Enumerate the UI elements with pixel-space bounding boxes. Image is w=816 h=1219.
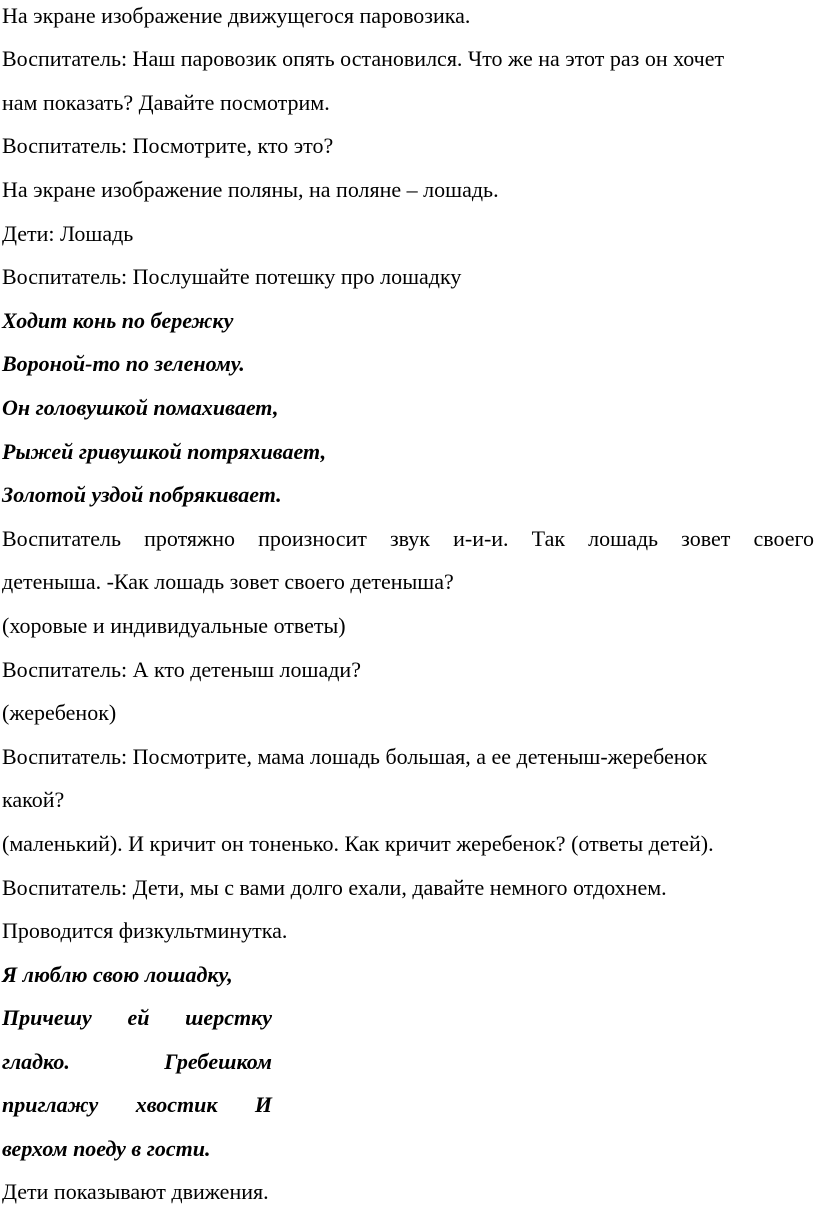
text-line: Дети: Лошадь [2,221,134,246]
poem-word: хвостик [135,1092,218,1117]
poem-line: Рыжей гривушкой потряхивает, [2,439,327,464]
poem-word: Причешу [2,1005,92,1030]
text-line: Воспитатель: Наш паровозик опять остановился. Что же на этот раз он хочет [2,46,725,71]
text-line: На экране изображение движущегося паровозика. [2,3,471,28]
poem-line: Вороной-то по зеленому. [2,351,245,376]
text-line: Дети показывают движения. [2,1179,269,1204]
poem-word: гладко. [2,1049,70,1074]
text-line: (маленький). И кричит он тоненько. Как кричит жеребенок? (ответы детей). [2,831,714,856]
poem-word: приглажу [2,1092,99,1117]
text-line: (хоровые и индивидуальные ответы) [2,613,346,638]
poem-line: Ходит конь по бережку [2,308,234,333]
text-line: Воспитатель: Посмотрите, мама лошадь большая, а ее детеныш-жеребенок [2,744,708,769]
text-line: Воспитатель: Дети, мы с вами долго ехали, давайте немного отдохнем. [2,875,667,900]
poem-word: Гребешком [164,1049,272,1074]
poem-line: Он головушкой помахивает, [2,395,279,420]
text-line: На экране изображение поляны, на поляне – лошадь. [2,177,499,202]
text-line: какой? [2,787,65,812]
text-line: Воспитатель протяжно произносит звук и-и-и. Так лошадь зовет своего [2,526,814,551]
poem-word: шерстку [185,1005,272,1030]
text-line: нам показать? Давайте посмотрим. [2,90,330,115]
poem-word: И [254,1092,272,1117]
text-line: Воспитатель: Послушайте потешку про лошадку [2,264,462,289]
poem-line [2,1048,272,1076]
poem-line [2,1004,272,1032]
poem-line [2,1091,272,1119]
text-line: Проводится физкультминутка. [2,918,288,943]
poem-line: верхом поеду в гости. [2,1136,211,1161]
poem-line: Я люблю свою лошадку, [2,962,233,987]
text-line: (жеребенок) [2,700,117,725]
text-line: Воспитатель: А кто детеныш лошади? [2,657,361,682]
text-line: Воспитатель: Посмотрите, кто это? [2,133,334,158]
poem-line: Золотой уздой побрякивает. [2,482,282,507]
poem-word: ей [127,1005,150,1030]
text-line: детеныша. -Как лошадь зовет своего детеныша? [2,569,454,594]
